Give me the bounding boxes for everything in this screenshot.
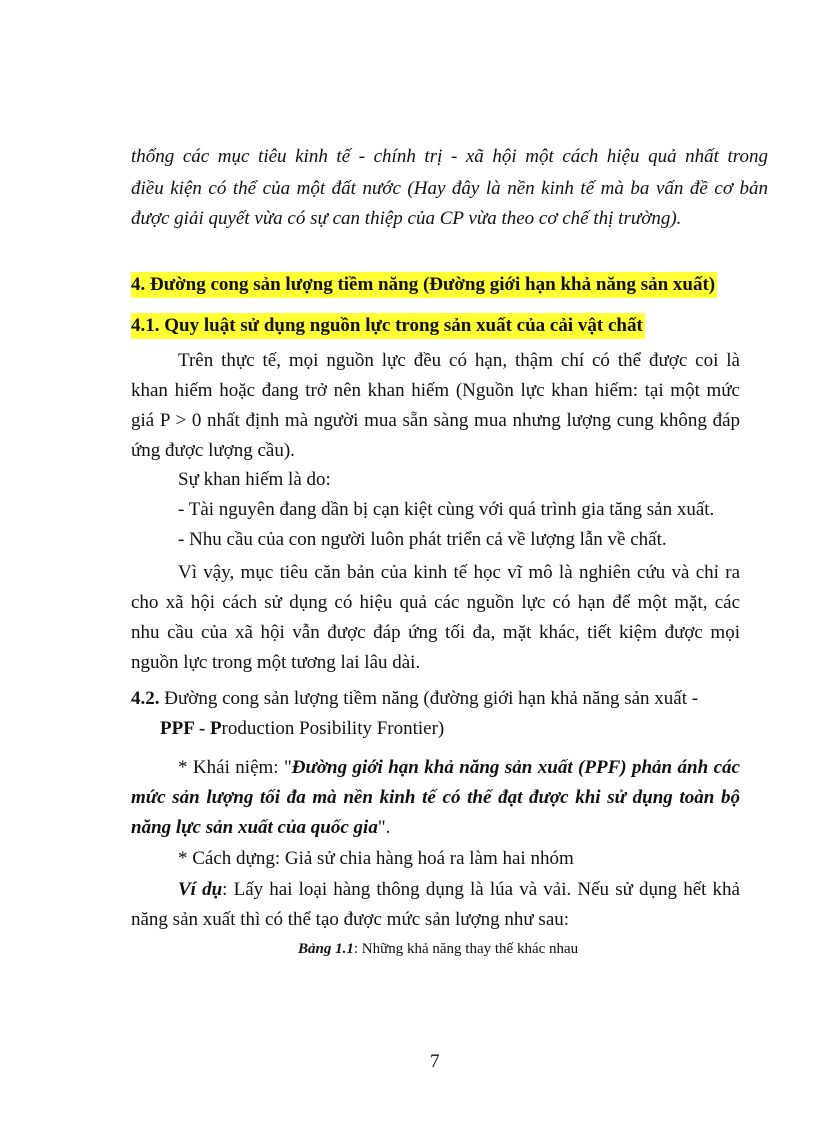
section-heading-4-2-number: 4.2. bbox=[131, 688, 160, 709]
section-heading-4-1: 4.1. Quy luật sử dụng nguồn lực trong sản xuất của cải vật chất bbox=[131, 313, 645, 339]
para2-line-4: nguồn lực trong một tương lai lâu dài. bbox=[131, 652, 421, 673]
para1-line-2: khan hiếm hoặc đang trở nên khan hiếm (Nguồn lực khan hiếm: tại một mức bbox=[131, 380, 740, 401]
concept-definition-part-1: Đường giới hạn khả năng sản xuất (PPF) phản ánh các bbox=[291, 757, 740, 778]
page-number: 7 bbox=[430, 1051, 440, 1072]
section-heading-4-2-title: Đường cong sản lượng tiềm năng (đường giới hạn khả năng sản xuất - bbox=[164, 688, 699, 709]
table-caption-label: Bảng 1.1 bbox=[298, 941, 354, 957]
section-heading-4-2-line-1 bbox=[131, 687, 698, 711]
section-heading-4: 4. Đường cong sản lượng tiềm năng (Đường giới hạn khả năng sản xuất) bbox=[131, 272, 717, 298]
concept-line-3 bbox=[131, 816, 390, 840]
para1-line-3: giá P > 0 nhất định mà người mua sẵn sàng mua nhưng lượng cung không đáp bbox=[131, 410, 740, 431]
construction-line: * Cách dựng: Giả sử chia hàng hoá ra làm hai nhóm bbox=[178, 848, 574, 869]
table-caption bbox=[298, 937, 578, 961]
intro-line-2: điều kiện có thể của một đất nước (Hay đây là nền kinh tế mà ba vấn đề cơ bản bbox=[131, 178, 768, 199]
ppf-fullname: roduction Posibility Frontier) bbox=[221, 718, 445, 739]
scarcity-intro: Sự khan hiếm là do: bbox=[178, 469, 331, 490]
para1-line-4: ứng được lượng cầu). bbox=[131, 440, 295, 461]
concept-line-2: mức sản lượng tối đa mà nền kinh tế có thể đạt được khi sử dụng toàn bộ bbox=[131, 787, 740, 808]
concept-end: ". bbox=[377, 817, 391, 838]
para2-line-3: nhu cầu của xã hội vẫn được đáp ứng tối đa, mặt khác, tiết kiệm được mọi bbox=[131, 622, 740, 643]
scarcity-reason-2: - Nhu cầu của con người luôn phát triển cả về lượng lẫn về chất. bbox=[178, 529, 667, 550]
section-heading-4-2-line-2 bbox=[160, 717, 444, 741]
ppf-abbrev: PPF - P bbox=[160, 718, 222, 739]
example-text: : Lấy hai loại hàng thông dụng là lúa và vải. Nếu sử dụng hết khả bbox=[222, 879, 740, 900]
example-line-1 bbox=[178, 878, 740, 902]
para1-line-1: Trên thực tế, mọi nguồn lực đều có hạn, thậm chí có thể được coi là bbox=[178, 350, 740, 371]
concept-line-1 bbox=[178, 756, 740, 780]
intro-line-3: được giải quyết vừa có sự can thiệp của CP vừa theo cơ chế thị trường). bbox=[131, 208, 682, 229]
para2-line-1: Vì vậy, mục tiêu căn bản của kinh tế học vĩ mô là nghiên cứu và chỉ ra bbox=[178, 562, 740, 583]
concept-label: * Khái niệm: " bbox=[178, 757, 292, 778]
example-label: Ví dụ bbox=[178, 879, 223, 900]
intro-line-1: thống các mục tiêu kinh tế - chính trị - xã hội một cách hiệu quả nhất trong bbox=[131, 146, 768, 167]
scarcity-reason-1: - Tài nguyên đang dần bị cạn kiệt cùng với quá trình gia tăng sản xuất. bbox=[178, 499, 715, 520]
table-caption-text: : Những khả năng thay thế khác nhau bbox=[353, 941, 579, 957]
para2-line-2: cho xã hội cách sử dụng có hiệu quả các nguồn lực có hạn để một mặt, các bbox=[131, 592, 740, 613]
concept-definition-part-3: năng lực sản xuất của quốc gia bbox=[131, 817, 378, 838]
example-line-2: năng sản xuất thì có thể tạo được mức sản lượng như sau: bbox=[131, 909, 570, 930]
